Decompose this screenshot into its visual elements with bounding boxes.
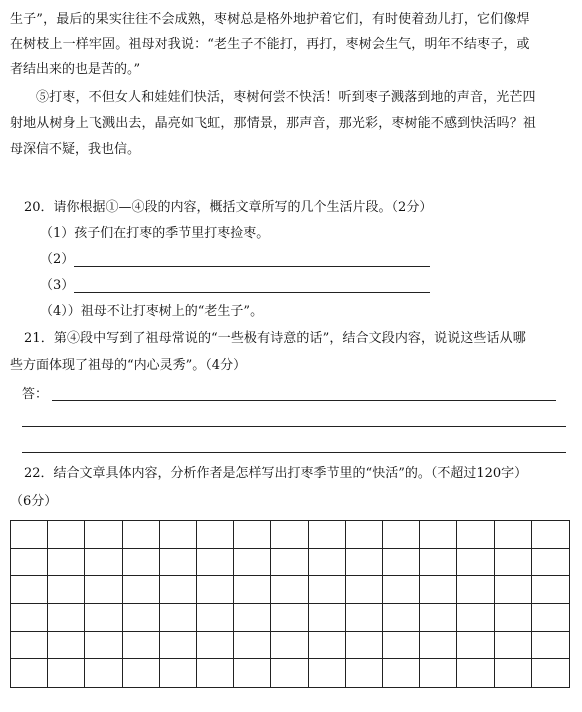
grid-cell[interactable] bbox=[457, 576, 494, 604]
grid-cell[interactable] bbox=[383, 604, 420, 632]
passage-line-4: ⑤打枣，不但女人和娃娃们快活，枣树何尝不快活！听到枣子溅落到地的声音，光芒四 bbox=[36, 90, 536, 105]
grid-cell[interactable] bbox=[123, 659, 160, 687]
grid-cell[interactable] bbox=[197, 576, 234, 604]
passage-line-3: 者结出来的也是苦的。” bbox=[10, 62, 141, 77]
grid-cell[interactable] bbox=[495, 604, 532, 632]
grid-cell[interactable] bbox=[234, 549, 271, 577]
grid-cell[interactable] bbox=[532, 549, 569, 577]
q20-item-2-answer-line[interactable] bbox=[74, 266, 430, 267]
grid-cell[interactable] bbox=[85, 659, 122, 687]
passage-line-1: 生子”，最后的果实往往不会成熟，枣树总是格外地护着它们，有时使着劲儿打，它们像焊 bbox=[10, 12, 530, 27]
grid-cell[interactable] bbox=[234, 604, 271, 632]
grid-cell[interactable] bbox=[420, 604, 457, 632]
grid-cell[interactable] bbox=[271, 549, 308, 577]
grid-cell[interactable] bbox=[346, 549, 383, 577]
passage-line-6: 母深信不疑，我也信。 bbox=[10, 142, 141, 157]
grid-cell[interactable] bbox=[346, 521, 383, 549]
grid-cell[interactable] bbox=[48, 576, 85, 604]
grid-cell[interactable] bbox=[123, 604, 160, 632]
grid-cell[interactable] bbox=[383, 576, 420, 604]
q20-item-4: （4））祖母不让打枣树上的“老生子”。 bbox=[40, 304, 264, 319]
grid-cell[interactable] bbox=[309, 604, 346, 632]
grid-cell[interactable] bbox=[309, 632, 346, 660]
grid-cell[interactable] bbox=[234, 659, 271, 687]
q21-answer-label: 答： bbox=[22, 387, 49, 402]
grid-cell[interactable] bbox=[383, 632, 420, 660]
grid-cell[interactable] bbox=[11, 632, 48, 660]
grid-cell[interactable] bbox=[420, 549, 457, 577]
grid-cell[interactable] bbox=[495, 549, 532, 577]
grid-cell[interactable] bbox=[48, 632, 85, 660]
grid-cell[interactable] bbox=[234, 521, 271, 549]
grid-cell[interactable] bbox=[123, 549, 160, 577]
grid-cell[interactable] bbox=[160, 521, 197, 549]
grid-cell[interactable] bbox=[123, 632, 160, 660]
grid-cell[interactable] bbox=[85, 632, 122, 660]
q22-stem-line-2: （6分） bbox=[10, 494, 58, 509]
q20-stem: 20．请你根据①—④段的内容，概括文章所写的几个生活片段。（2分） bbox=[24, 200, 433, 215]
grid-cell[interactable] bbox=[48, 604, 85, 632]
grid-cell[interactable] bbox=[532, 632, 569, 660]
q20-item-1: （1）孩子们在打枣的季节里打枣捡枣。 bbox=[40, 226, 270, 241]
grid-cell[interactable] bbox=[457, 659, 494, 687]
grid-cell[interactable] bbox=[271, 576, 308, 604]
grid-cell[interactable] bbox=[309, 659, 346, 687]
grid-cell[interactable] bbox=[346, 604, 383, 632]
grid-cell[interactable] bbox=[383, 521, 420, 549]
grid-cell[interactable] bbox=[532, 659, 569, 687]
grid-cell[interactable] bbox=[271, 659, 308, 687]
grid-cell[interactable] bbox=[309, 549, 346, 577]
grid-cell[interactable] bbox=[532, 521, 569, 549]
grid-cell[interactable] bbox=[383, 659, 420, 687]
grid-cell[interactable] bbox=[11, 549, 48, 577]
grid-cell[interactable] bbox=[160, 604, 197, 632]
grid-cell[interactable] bbox=[457, 604, 494, 632]
grid-cell[interactable] bbox=[346, 632, 383, 660]
grid-cell[interactable] bbox=[197, 521, 234, 549]
grid-cell[interactable] bbox=[160, 576, 197, 604]
grid-cell[interactable] bbox=[457, 521, 494, 549]
q21-answer-line-1[interactable] bbox=[52, 400, 556, 401]
passage-line-5: 射地从树身上飞溅出去，晶亮如飞虹，那情景，那声音，那光彩，枣树能不感到快活吗？祖 bbox=[10, 116, 537, 131]
grid-cell[interactable] bbox=[420, 576, 457, 604]
grid-cell[interactable] bbox=[309, 576, 346, 604]
grid-cell[interactable] bbox=[11, 604, 48, 632]
grid-cell[interactable] bbox=[271, 521, 308, 549]
grid-cell[interactable] bbox=[48, 659, 85, 687]
grid-cell[interactable] bbox=[309, 521, 346, 549]
q21-stem-line-1: 21．第④段中写到了祖母常说的“一些极有诗意的话”，结合文段内容，说说这些话从哪 bbox=[24, 331, 526, 346]
grid-cell[interactable] bbox=[495, 659, 532, 687]
grid-cell[interactable] bbox=[346, 659, 383, 687]
grid-cell[interactable] bbox=[495, 521, 532, 549]
grid-cell[interactable] bbox=[11, 521, 48, 549]
q20-item-3-answer-line[interactable] bbox=[74, 292, 430, 293]
grid-cell[interactable] bbox=[271, 632, 308, 660]
grid-cell[interactable] bbox=[457, 549, 494, 577]
grid-cell[interactable] bbox=[11, 576, 48, 604]
grid-cell[interactable] bbox=[85, 576, 122, 604]
passage-line-2: 在树枝上一样牢固。祖母对我说：“老生子不能打，再打，枣树会生气，明年不结枣子，或 bbox=[10, 37, 530, 52]
grid-cell[interactable] bbox=[383, 549, 420, 577]
grid-cell[interactable] bbox=[495, 576, 532, 604]
grid-cell[interactable] bbox=[197, 659, 234, 687]
grid-cell[interactable] bbox=[532, 576, 569, 604]
q20-item-2-label: （2） bbox=[40, 252, 75, 267]
grid-cell[interactable] bbox=[532, 604, 569, 632]
grid-cell[interactable] bbox=[271, 604, 308, 632]
grid-cell[interactable] bbox=[48, 549, 85, 577]
q22-stem-line-1: 22．结合文章具体内容，分析作者是怎样写出打枣季节里的“快活”的。（不超过120字） bbox=[24, 466, 528, 481]
grid-cell[interactable] bbox=[85, 604, 122, 632]
grid-cell[interactable] bbox=[234, 632, 271, 660]
grid-cell[interactable] bbox=[11, 659, 48, 687]
q20-item-3-label: （3） bbox=[40, 278, 75, 293]
q21-answer-line-3[interactable] bbox=[22, 452, 566, 453]
grid-cell[interactable] bbox=[457, 632, 494, 660]
grid-cell[interactable] bbox=[420, 521, 457, 549]
grid-cell[interactable] bbox=[346, 576, 383, 604]
grid-cell[interactable] bbox=[160, 549, 197, 577]
q21-answer-line-2[interactable] bbox=[22, 426, 566, 427]
grid-cell[interactable] bbox=[197, 604, 234, 632]
q21-stem-line-2: 些方面体现了祖母的“内心灵秀”。（4分） bbox=[10, 358, 247, 373]
grid-cell[interactable] bbox=[160, 659, 197, 687]
grid-cell[interactable] bbox=[160, 632, 197, 660]
grid-cell[interactable] bbox=[123, 576, 160, 604]
grid-cell[interactable] bbox=[123, 521, 160, 549]
grid-cell[interactable] bbox=[197, 632, 234, 660]
grid-cell[interactable] bbox=[420, 659, 457, 687]
grid-cell[interactable] bbox=[197, 549, 234, 577]
grid-cell[interactable] bbox=[495, 632, 532, 660]
grid-cell[interactable] bbox=[420, 632, 457, 660]
grid-cell[interactable] bbox=[48, 521, 85, 549]
grid-cell[interactable] bbox=[234, 576, 271, 604]
grid-cell[interactable] bbox=[85, 549, 122, 577]
q22-answer-grid[interactable] bbox=[10, 520, 570, 688]
grid-cell[interactable] bbox=[85, 521, 122, 549]
